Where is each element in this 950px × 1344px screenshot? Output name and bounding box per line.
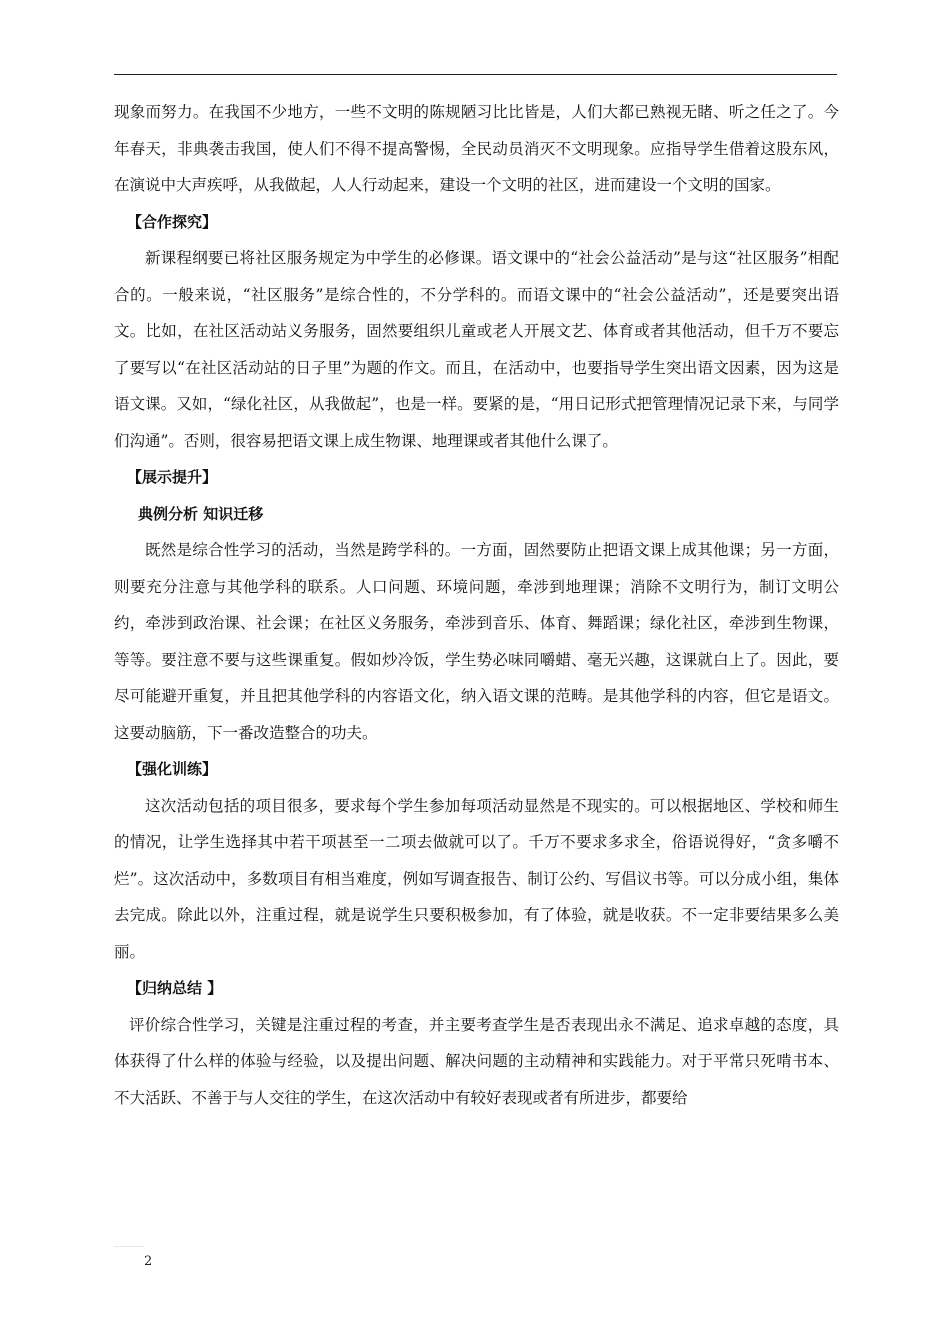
section-heading-presentation: 【展示提升】 [127, 468, 218, 486]
section-heading-summary: 【归纳总结 】 [127, 979, 223, 997]
page-number: 2 [144, 1254, 153, 1269]
footer-rule [114, 1246, 144, 1247]
section-paragraph-reinforcement: 这次活动包括的项目很多，要求每个学生参加每项活动显然是不现实的。可以根据地区、学校和师生的情况，让学生选择其中若干项甚至一二项去做就可以了。千万不要求多求全，俗语说得好，“贪多嚼不烂”。这次活动中，多数项目有相当难度，例如写调查报告、制订公约、写倡议书等。可以分成小组，集体去完成。除此以外，注重过程，就是说学生只要积极参加，有了体验，就是收获。不一定非要结果多么美丽。 [114, 796, 839, 961]
section-heading-reinforcement: 【强化训练】 [127, 760, 218, 778]
header-rule [114, 74, 837, 75]
intro-paragraph: 现象而努力。在我国不少地方，一些不文明的陈规陋习比比皆是，人们大都已熟视无睹、听之任之了。今年春天，非典袭击我国，使人们不得不提高警惕，全民动员消灭不文明现象。应指导学生借着这股东风，在演说中大声疾呼，从我做起，人人行动起来，建设一个文明的社区，进而建设一个文明的国家。 [114, 103, 839, 194]
section-paragraph-summary: 评价综合性学习，关键是注重过程的考查，并主要考查学生是否表现出永不满足、追求卓越的态度，具体获得了什么样的体验与经验，以及提出问题、解决问题的主动精神和实践能力。对于平常只死啃书本、不大活跃、不善于与人交往的学生，在这次活动中有较好表现或者有所进步，都要给 [114, 1015, 839, 1107]
page-content [114, 94, 839, 1116]
section-heading-cooperative-inquiry: 【合作探究】 [127, 212, 218, 231]
section-subheading-example-analysis: 典例分析 知识迁移 [138, 504, 264, 523]
section-paragraph-cooperative-inquiry: 新课程纲要已将社区服务规定为中学生的必修课。语文课中的“社会公益活动”是与这“社区服务”相配合的。一般来说，“社区服务”是综合性的，不分学科的。而语文课中的“社会公益活动”，还是要突出语文。比如，在社区活动站义务服务，固然要组织儿童或老人开展文艺、体育或者其他活动，但千万不要忘了要写以“在社区活动站的日子里”为题的作文。而且，在活动中，也要指导学生突出语文因素，因为这是语文课。又如，“绿化社区，从我做起”，也是一样。要紧的是，“用日记形式把管理情况记录下来，与同学们沟通”。否则，很容易把语文课上成生物课、地理课或者其他什么课了。 [114, 249, 839, 450]
section-paragraph-presentation: 既然是综合性学习的活动，当然是跨学科的。一方面，固然要防止把语文课上成其他课；另一方面，则要充分注意与其他学科的联系。人口问题、环境问题，牵涉到地理课；消除不文明行为，制订文明公约，牵涉到政治课、社会课；在社区义务服务，牵涉到音乐、体育、舞蹈课；绿化社区，牵涉到生物课，等等。要注意不要与这些课重复。假如炒冷饭，学生势必味同嚼蜡、毫无兴趣，这课就白上了。因此，要尽可能避开重复，并且把其他学科的内容语文化，纳入语文课的范畴。是其他学科的内容，但它是语文。这要动脑筋，下一番改造整合的功夫。 [114, 541, 839, 742]
